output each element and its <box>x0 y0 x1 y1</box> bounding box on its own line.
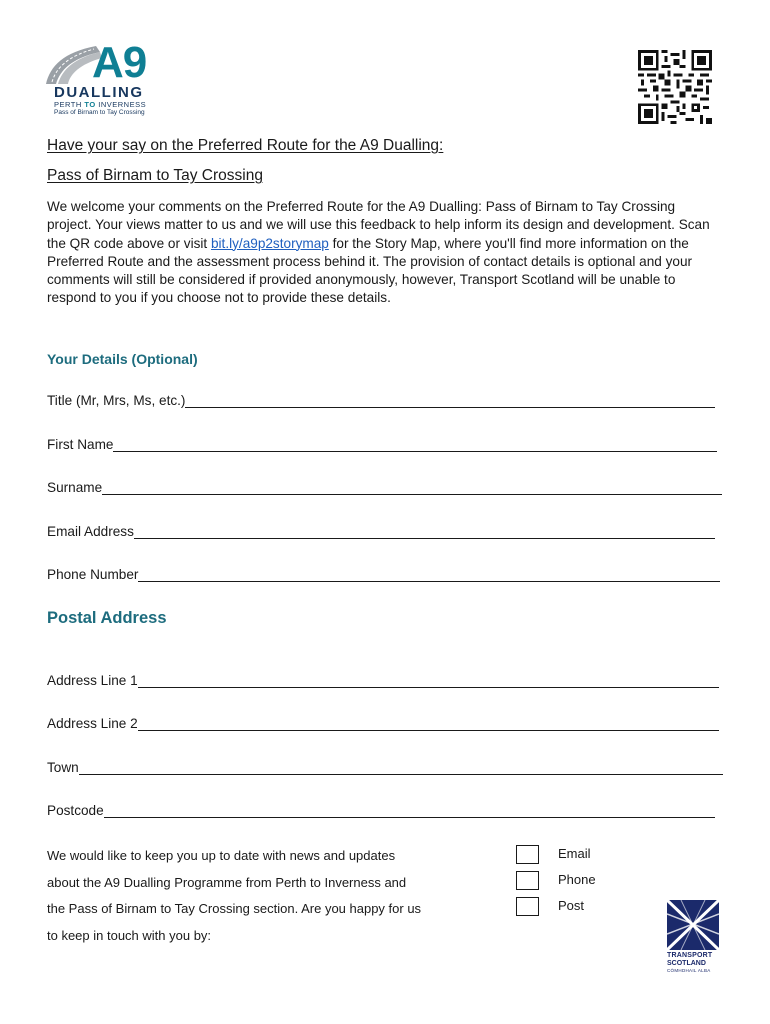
title-field-label: Title (Mr, Mrs, Ms, etc.) <box>47 393 186 408</box>
intro-paragraph: We welcome your comments on the Preferred Route for the A9 Dualling: Pass of Birnam to Tay Crossing project. Your views matter to us and we will use this feedback to help inform its design and development. Scan the QR code above or visit bit.ly/a9p2storymap for the Story Map, where you'll find more information on the Preferred Route and the assessment process behind it. The provision of contact details is optional and your comments will still be considered if provided anonymously, however, Transport Scotland will be unable to respond to you if you choose not to provide these details. <box>47 199 710 306</box>
page-title: Have your say on the Preferred Route for the A9 Dualling: <box>47 137 444 154</box>
first-name-field[interactable] <box>47 437 717 453</box>
page-subtitle: Pass of Birnam to Tay Crossing <box>47 167 263 184</box>
logo-a9-text: A9 <box>92 38 147 87</box>
title-input-line[interactable] <box>185 394 715 408</box>
phone-label: Phone Number <box>47 567 139 582</box>
address-line-1-label: Address Line 1 <box>47 673 138 688</box>
town-label: Town <box>47 760 79 775</box>
story-map-link[interactable]: bit.ly/a9p2storymap <box>210 235 329 251</box>
email-input-line[interactable] <box>134 525 715 539</box>
title-field[interactable] <box>47 393 715 409</box>
town-input-line[interactable] <box>79 761 723 775</box>
address-line-2-input-line[interactable] <box>138 717 719 731</box>
email-option-label: Email <box>558 846 591 861</box>
postal-address-heading: Postal Address <box>47 609 167 627</box>
surname-input-line[interactable] <box>102 481 722 495</box>
transport-scotland-logo <box>667 900 723 976</box>
email-label: Email Address <box>47 524 134 539</box>
logo-subtitle: Pass of Birnam to Tay Crossing <box>54 109 145 116</box>
postcode-label: Postcode <box>47 803 104 818</box>
address-line-1-input-line[interactable] <box>138 674 719 688</box>
first-name-input-line[interactable] <box>113 438 717 452</box>
phone-checkbox[interactable] <box>516 871 539 890</box>
phone-input-line[interactable] <box>138 568 720 582</box>
address-line-2-field[interactable] <box>47 716 719 732</box>
ts-logo-transport: TRANSPORT <box>667 952 713 959</box>
town-field[interactable] <box>47 760 723 776</box>
phone-field[interactable] <box>47 567 720 583</box>
surname-label: Surname <box>47 480 103 495</box>
qr-code-icon <box>636 50 714 124</box>
keep-in-touch-text: We would like to keep you up to date with news and updates about the A9 Dualling Programme from Perth to Inverness and the Pass of Birnam to Tay Crossing section. Are you happy for us to keep in touch with you by: <box>47 848 422 943</box>
transport-scotland-emblem-icon <box>667 900 719 950</box>
email-field[interactable] <box>47 524 715 540</box>
ts-logo-gaelic: CÒMHDHAIL ALBA <box>667 968 711 973</box>
address-line-2-label: Address Line 2 <box>47 716 138 731</box>
address-line-1-field[interactable] <box>47 673 719 689</box>
a9-dualling-logo <box>44 38 156 118</box>
your-details-heading: Your Details (Optional) <box>47 351 198 367</box>
first-name-label: First Name <box>47 437 114 452</box>
postcode-input-line[interactable] <box>104 804 715 818</box>
logo-perth-to-inverness: PERTH TO INVERNESS <box>54 100 147 109</box>
ts-logo-scotland: SCOTLAND <box>667 960 706 967</box>
postcode-field[interactable] <box>47 803 715 819</box>
surname-field[interactable] <box>47 480 722 496</box>
email-checkbox[interactable] <box>516 845 539 864</box>
logo-dualling-text: DUALLING <box>54 84 144 101</box>
post-option-label: Post <box>558 898 585 913</box>
phone-option-label: Phone <box>558 872 596 887</box>
post-checkbox[interactable] <box>516 897 539 916</box>
